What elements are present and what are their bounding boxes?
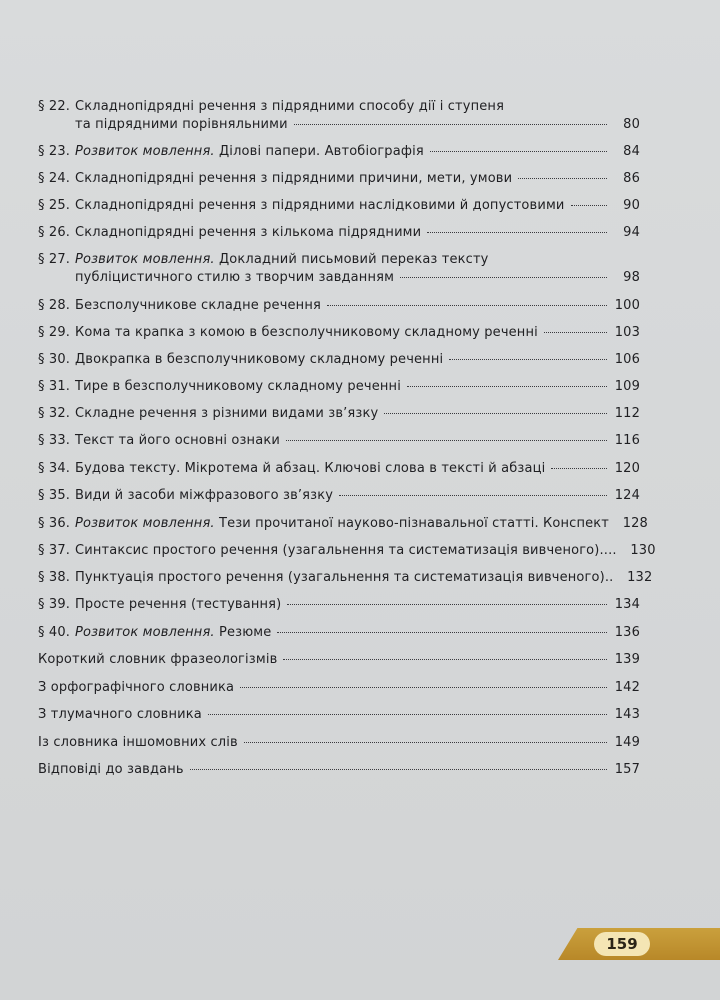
dot-leader xyxy=(384,413,607,414)
toc-page-number: 100 xyxy=(614,298,640,313)
toc-title-text: З орфографічного словника xyxy=(38,680,235,695)
section-number: § 36. xyxy=(38,516,71,531)
toc-title xyxy=(75,170,512,188)
toc-title xyxy=(38,679,234,697)
toc-title xyxy=(75,624,271,642)
toc-title-text: Відповіді до завдань xyxy=(38,762,184,777)
toc-entry xyxy=(38,460,640,478)
toc-title xyxy=(75,487,333,505)
toc-line xyxy=(38,143,640,161)
toc-entry xyxy=(38,405,640,423)
toc-title-text: Складнопідрядні речення з підрядними причини, мети, умови xyxy=(75,171,513,186)
toc-entry xyxy=(38,706,640,724)
toc-entry xyxy=(38,624,640,642)
toc-line xyxy=(38,651,640,669)
toc-line xyxy=(38,98,640,116)
toc-line xyxy=(38,251,640,269)
toc-title-text: Безсполучникове складне речення xyxy=(75,298,321,313)
toc-entry xyxy=(38,143,640,161)
toc-page-number: 109 xyxy=(614,379,640,394)
toc-entry xyxy=(38,98,640,134)
toc-title-text: Складне речення з різними видами зв’язку xyxy=(75,406,379,421)
dot-leader xyxy=(427,232,607,233)
toc-line xyxy=(38,224,640,242)
toc-entry xyxy=(38,542,656,560)
toc-page-number: 157 xyxy=(614,762,640,777)
toc-entry xyxy=(38,224,640,242)
section-number: § 33. xyxy=(38,433,71,448)
toc-line xyxy=(38,351,640,369)
toc-page-number: 86 xyxy=(623,171,640,186)
dot-leader xyxy=(283,659,607,660)
toc-page-number: 98 xyxy=(623,270,640,285)
section-number: § 32. xyxy=(38,406,71,421)
toc-page-number: 116 xyxy=(614,433,640,448)
speech-development-label: Розвиток мовлення. xyxy=(75,144,215,159)
dot-leader xyxy=(400,277,607,278)
toc-title-text: Докладний письмовий переказ тексту xyxy=(214,252,489,267)
section-number: § 22. xyxy=(38,99,71,114)
toc-line xyxy=(38,269,640,287)
toc-entry xyxy=(38,651,640,669)
toc-title-text: Двокрапка в безсполучниковому складному реченні xyxy=(75,352,444,367)
toc-line xyxy=(38,487,640,505)
toc-title xyxy=(75,351,443,369)
toc-title-text: публіцистичного стилю з творчим завданням xyxy=(75,270,395,285)
section-number: § 34. xyxy=(38,461,71,476)
toc-title-text: Ділові папери. Автобіографія xyxy=(214,144,424,159)
section-number: § 31. xyxy=(38,379,71,394)
toc-line xyxy=(38,515,648,533)
toc-line xyxy=(38,706,640,724)
toc-line xyxy=(38,460,640,478)
toc-page-number: 106 xyxy=(614,352,640,367)
speech-development-label: Розвиток мовлення. xyxy=(75,252,215,267)
table-of-contents xyxy=(38,98,656,779)
toc-page-number: 124 xyxy=(614,488,640,503)
toc-line xyxy=(38,432,640,450)
toc-line xyxy=(38,734,640,752)
toc-title xyxy=(38,706,202,724)
dot-leader xyxy=(244,742,607,743)
toc-line xyxy=(38,405,640,423)
toc-title xyxy=(75,297,321,315)
toc-page-number: 90 xyxy=(623,198,640,213)
toc-title xyxy=(75,460,545,478)
toc-line xyxy=(38,624,640,642)
dot-leader xyxy=(286,440,607,441)
section-number: § 40. xyxy=(38,625,71,640)
toc-page-number: 149 xyxy=(614,735,640,750)
toc-title xyxy=(75,569,613,587)
toc-title xyxy=(75,515,609,533)
toc-title-text: Тире в безсполучниковому складному реченні xyxy=(75,379,401,394)
toc-title xyxy=(75,432,280,450)
toc-line xyxy=(38,378,640,396)
section-number: § 38. xyxy=(38,570,71,585)
toc-title xyxy=(75,116,288,134)
toc-title xyxy=(75,197,565,215)
toc-page-number: 132 xyxy=(627,570,653,585)
toc-entry xyxy=(38,378,640,396)
toc-title xyxy=(38,734,238,752)
dot-leader xyxy=(277,632,607,633)
section-number: § 35. xyxy=(38,488,71,503)
speech-development-label: Розвиток мовлення. xyxy=(75,516,215,531)
toc-line xyxy=(38,569,653,587)
toc-page-number: 136 xyxy=(614,625,640,640)
section-number: § 39. xyxy=(38,597,71,612)
toc-entry xyxy=(38,297,640,315)
toc-title-text: З тлумачного словника xyxy=(38,707,202,722)
toc-line xyxy=(38,197,640,215)
toc-line xyxy=(38,116,640,134)
toc-line xyxy=(38,170,640,188)
toc-title-text: Із словника іншомовних слів xyxy=(38,735,238,750)
toc-page-number: 130 xyxy=(630,543,656,558)
toc-page-number: 139 xyxy=(614,652,640,667)
toc-entry xyxy=(38,596,640,614)
section-number: § 29. xyxy=(38,325,71,340)
dot-leader xyxy=(571,205,607,206)
toc-line xyxy=(38,596,640,614)
dot-leader xyxy=(430,151,607,152)
dot-leader xyxy=(190,769,607,770)
section-number: § 25. xyxy=(38,198,71,213)
toc-line xyxy=(38,761,640,779)
toc-entry xyxy=(38,487,640,505)
dot-leader xyxy=(339,495,607,496)
toc-title-text: Текст та його основні ознаки xyxy=(75,433,280,448)
section-number: § 23. xyxy=(38,144,71,159)
toc-page-number: 128 xyxy=(622,516,648,531)
toc-title xyxy=(75,224,421,242)
toc-title-text: Резюме xyxy=(214,625,272,640)
toc-entry xyxy=(38,679,640,697)
toc-page-number: 134 xyxy=(614,597,640,612)
dot-leader xyxy=(240,687,607,688)
dot-leader xyxy=(551,468,607,469)
toc-page-number: 143 xyxy=(614,707,640,722)
toc-title-text: Просте речення (тестування) xyxy=(75,597,282,612)
toc-title-text: Синтаксис простого речення (узагальнення та систематизація вивченого).... xyxy=(75,543,617,558)
section-number: § 30. xyxy=(38,352,71,367)
section-number: § 37. xyxy=(38,543,71,558)
toc-page-number: 112 xyxy=(614,406,640,421)
toc-title-text: Складнопідрядні речення з кількома підрядними xyxy=(75,225,422,240)
toc-entry xyxy=(38,351,640,369)
toc-title xyxy=(38,761,184,779)
dot-leader xyxy=(208,714,607,715)
toc-title-text: Будова тексту. Мікротема й абзац. Ключові слова в тексті й абзаці xyxy=(75,461,546,476)
dot-leader xyxy=(449,359,607,360)
toc-title xyxy=(75,596,281,614)
toc-title xyxy=(75,143,424,161)
page-number: 159 xyxy=(594,932,650,956)
speech-development-label: Розвиток мовлення. xyxy=(75,625,215,640)
toc-title-text: Тези прочитаної науково-пізнавальної статті. Конспект xyxy=(214,516,609,531)
toc-entry xyxy=(38,197,640,215)
toc-title-text: Пунктуація простого речення (узагальнення та систематизація вивченого).. xyxy=(75,570,614,585)
toc-line xyxy=(38,542,656,560)
toc-title xyxy=(75,98,504,116)
toc-title xyxy=(38,651,277,669)
toc-title-text: Кома та крапка з комою в безсполучниковому складному реченні xyxy=(75,325,538,340)
dot-leader xyxy=(544,332,607,333)
dot-leader xyxy=(327,305,607,306)
toc-line xyxy=(38,297,640,315)
toc-title-text: та підрядними порівняльними xyxy=(75,117,288,132)
toc-title xyxy=(75,405,378,423)
toc-entry xyxy=(38,569,653,587)
toc-page-number: 103 xyxy=(614,325,640,340)
toc-title-text: Види й засоби міжфразового зв’язку xyxy=(75,488,334,503)
dot-leader xyxy=(287,604,607,605)
toc-line xyxy=(38,324,640,342)
toc-page-number: 84 xyxy=(623,144,640,159)
toc-entry xyxy=(38,170,640,188)
dot-leader xyxy=(294,124,607,125)
section-number: § 26. xyxy=(38,225,71,240)
toc-entry xyxy=(38,324,640,342)
toc-title xyxy=(75,251,489,269)
toc-title xyxy=(75,324,538,342)
toc-entry xyxy=(38,251,640,287)
section-number: § 27. xyxy=(38,252,71,267)
toc-page-number: 120 xyxy=(614,461,640,476)
toc-page-number: 142 xyxy=(614,680,640,695)
toc-title xyxy=(75,378,401,396)
toc-title-text: Короткий словник фразеологізмів xyxy=(38,652,278,667)
toc-page-number: 80 xyxy=(623,117,640,132)
section-number: § 24. xyxy=(38,171,71,186)
toc-title-text: Складнопідрядні речення з підрядними способу дії і ступеня xyxy=(75,99,505,114)
toc-title-text: Складнопідрядні речення з підрядними наслідковими й допустовими xyxy=(75,198,565,213)
toc-entry xyxy=(38,761,640,779)
dot-leader xyxy=(518,178,607,179)
dot-leader xyxy=(407,386,607,387)
toc-entry xyxy=(38,734,640,752)
toc-title xyxy=(75,269,394,287)
toc-title xyxy=(75,542,617,560)
section-number: § 28. xyxy=(38,298,71,313)
toc-entry xyxy=(38,515,648,533)
toc-line xyxy=(38,679,640,697)
toc-page-number: 94 xyxy=(623,225,640,240)
toc-entry xyxy=(38,432,640,450)
